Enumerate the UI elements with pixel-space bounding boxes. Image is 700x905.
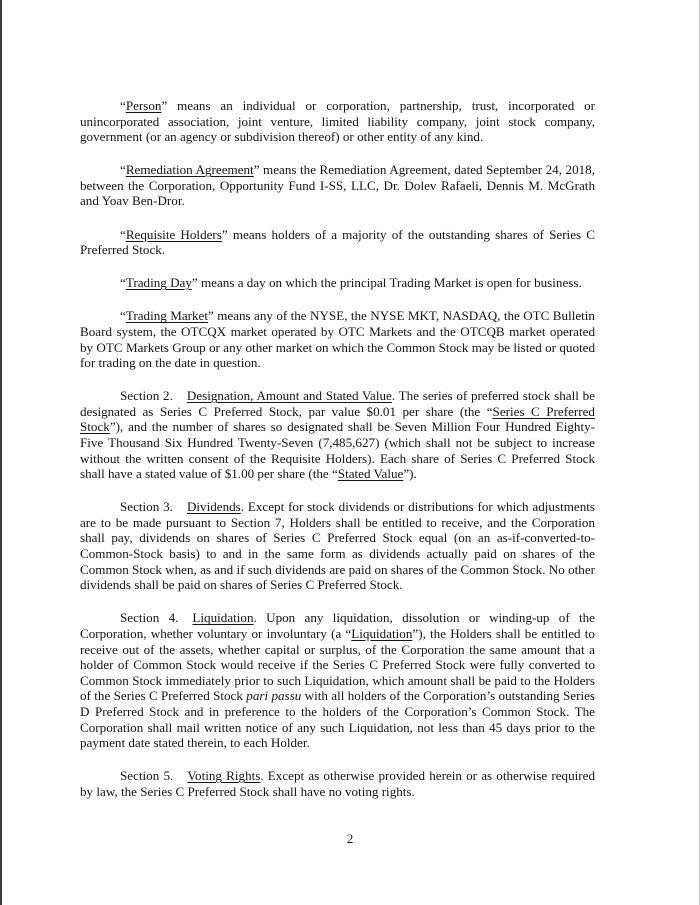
section-heading: Designation, Amount and Stated Value [186, 388, 392, 404]
definition-trading-day: “Trading Day” means a day on which the principal Trading Market is open for business. [120, 275, 582, 291]
defined-term: Liquidation [351, 625, 413, 641]
defined-term: Person [125, 98, 162, 113]
latin-phrase: pari passu [246, 688, 302, 704]
defined-term: Series C Preferred Stock [80, 403, 595, 435]
section-heading: Voting Rights [187, 768, 261, 784]
section-4-liquidation: Section 4. Liquidation. Upon any liquidation, dissolution or winding-up of the Corporation, whether voluntary or involuntary (a “Liquidation”), the Holders shall be entitled to receive out of the assets, whether capital or surplus, of the Corporation the same amount that a holder of Common Stock would receive if the Series C Preferred Stock were fully converted to Common Stock immediately prior to such Liquidation, which amount shall be paid to the Holders of the Series C Preferred Stock pari passu with all holders of the Corporation’s outstanding Series D Preferred Stock and in preference to the holders of the Corporation’s Common Stock. The Corporation shall mail written notice of any such Liquidation, not less than 45 days prior to the payment date stated therein, to each Holder. [80, 610, 595, 751]
defined-term: Remediation Agreement [125, 162, 254, 178]
section-number: Section 3. [120, 499, 173, 515]
definition-text: means a day on which the principal Trading Market is open for business. [197, 275, 582, 291]
definition-person: “Person” means an individual or corporation, partnership, trust, incorporated or unincorporated association, joint venture, limited liability company, joint stock company, government (or an agency or subdivision thereof) or other entity of any kind. [80, 98, 595, 145]
page-left-edge [0, 0, 2, 905]
section-2-designation: Section 2. Designation, Amount and Stated Value. The series of preferred stock shall be designated as Series C Preferred Stock, par value $0.01 per share (the “Series C Preferred Stock”), and the number of shares so designated shall be Seven Million Four Hundred Eighty-Five Thousand Six Hundred Twenty-Seven (7,485,627) (which shall not be subject to increase without the written consent of the Requisite Holders). Each share of Series C Preferred Stock shall have a stated value of $1.00 per share (the “Stated Value”). [80, 388, 595, 482]
definition-text: means an individual or corporation, partnership, trust, incorporated or unincorporated association, joint venture, limited liability company, joint stock company, government (or an agency or subdivision thereof) or other entity of any kind. [80, 98, 595, 145]
definition-text: means the Remediation Agreement, dated September 24, 2018, between the Corporation, Opportunity Fund I-SS, LLC, Dr. Dolev Rafaeli, Dennis M. McGrath and Yoav Ben-Dror. [80, 162, 595, 209]
definition-text: means any of the NYSE, the NYSE MKT, NASDAQ, the OTC Bulletin Board system, the OTCQX market operated by OTC Markets and the OTCQB market operated by OTC Markets Group or any other market on which the Common Stock may be listed or quoted for trading on the date in question. [80, 308, 595, 371]
defined-term: Trading Market [125, 308, 208, 324]
section-number: Section 4. [120, 610, 179, 626]
section-3-dividends: Section 3. Dividends. Except for stock dividends or distributions for which adjustments are to be made pursuant to Section 7, Holders shall be entitled to receive, and the Corporation shall pay, dividends on shares of Series C Preferred Stock equal (on an as-if-converted-to-Common-Stock basis) to and in the same form as dividends actually paid on shares of the Common Stock when, as and if such dividends are paid on shares of the Common Stock. No other dividends shall be paid on shares of Series C Preferred Stock. [80, 499, 595, 593]
section-5-voting-rights: Section 5. Voting Rights. Except as otherwise provided herein or as otherwise required by law, the Series C Preferred Stock shall have no voting rights. [80, 768, 595, 799]
page-number: 2 [346, 831, 354, 846]
section-heading: Liquidation [192, 610, 254, 626]
defined-term: Requisite Holders [125, 226, 222, 242]
definition-trading-market: “Trading Market” means any of the NYSE, the NYSE MKT, NASDAQ, the OTC Bulletin Board system, the OTCQX market operated by OTC Markets and the OTCQB market operated by OTC Markets Group or any other market on which the Common Stock may be listed or quoted for trading on the date in question. [80, 308, 595, 371]
defined-term: Trading Day [125, 275, 192, 291]
section-number: Section 2. [120, 388, 173, 404]
document-body [80, 98, 595, 817]
definition-text: means holders of a majority of the outstanding shares of Series C Preferred Stock. [80, 226, 595, 258]
section-heading: Dividends [186, 499, 241, 515]
section-number: Section 5. [120, 768, 174, 784]
definition-requisite-holders: “Requisite Holders” means holders of a majority of the outstanding shares of Series C Preferred Stock. [80, 226, 595, 258]
defined-term: Stated Value [337, 466, 404, 482]
definition-remediation-agreement: “Remediation Agreement” means the Remediation Agreement, dated September 24, 2018, between the Corporation, Opportunity Fund I-SS, LLC, Dr. Dolev Rafaeli, Dennis M. McGrath and Yoav Ben-Dror. [80, 162, 595, 209]
